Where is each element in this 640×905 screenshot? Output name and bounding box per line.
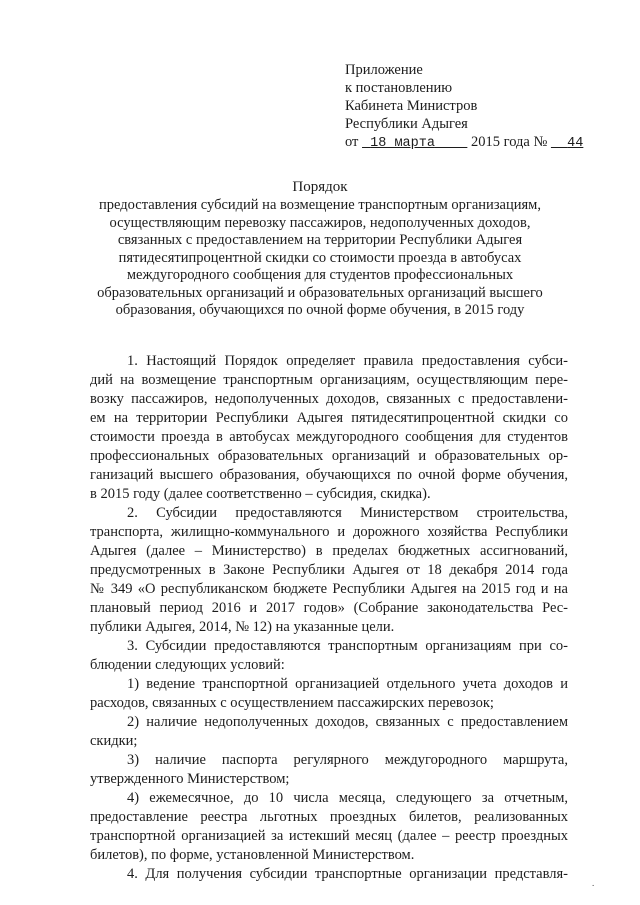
appendix-line: к постановлению [345,80,453,96]
appendix-line: Республики Адыгея [345,116,468,132]
body-line: 2) наличие недополученных доходов, связанных с предоставлением [127,714,568,730]
body-line: в 2015 году (далее соответственно – субсидия, скидка). [90,486,431,502]
decree-number: 44 [567,136,584,151]
body-line: профессиональных образовательных организаций и образовательных ор- [90,448,568,464]
body-line: утвержденного Министерством; [90,771,290,787]
body-line: транспорта, жилищно-коммунального и дорожного хозяйства Республики [90,524,568,540]
subtitle-line: пятидесятипроцентной скидки со стоимости проезда в автобусах [118,249,522,266]
body-line: № 349 «О республиканском бюджете Республики Адыгея на 2015 год и на [90,581,568,597]
body-line: 1. Настоящий Порядок определяет правила предоставления субси- [127,353,568,369]
document-title: Порядок [292,179,348,195]
body-line: 2. Субсидии предоставляются Министерством строительства, [127,505,568,521]
date-value: 18 марта [370,136,435,151]
body-line: 4) ежемесячное, до 10 числа месяца, следующего за отчетным, [127,790,568,806]
body-line: 1) ведение транспортной организацией отдельного учета доходов и [127,676,568,692]
date-prefix: от [345,134,359,150]
subtitle-line: образования, обучающихся по очной форме обучения, в 2015 году [115,302,525,318]
body-line: возку пассажиров, недополученных доходов, связанных с предоставлени- [90,391,568,407]
subtitle-line: междугородного сообщения для студентов профессиональных [126,267,514,283]
subtitle-line: осуществляющим перевозку пассажиров, недополученных доходов, [109,214,531,231]
body-line: расходов, связанных с осуществлением пассажирских перевозок; [90,695,494,711]
body-line: публики Адыгея, 2014, № 12) на указанные цели. [90,619,395,635]
appendix-line: Приложение [345,62,423,78]
body-line: 3) наличие паспорта регулярного междугородного маршрута, [127,752,568,768]
year-text: 2015 года № [470,134,548,150]
body-line: ганизаций высшего образования, обучающихся по очной форме обучения, [90,467,568,483]
body-line: предоставление реестра льготных проездных билетов, реализованных [90,809,568,825]
body-line: стоимости проезда в автобусах междугородного сообщения для студентов [90,429,568,445]
body-line: блюдении следующих условий: [90,657,285,673]
body-line: 3. Субсидии предоставляются транспортным организациям при со- [127,638,568,654]
body-line: Адыгея (далее – Министерство) в пределах бюджетных ассигнований, [90,543,568,559]
subtitle-line: предоставления субсидий на возмещение транспортным организациям, [99,197,541,213]
body-line: дий на возмещение транспортным организациям, осуществляющим пере- [90,372,568,388]
body-line: транспортной организацией за истекший месяц (далее – реестр проездных [90,828,568,844]
body-line: ем на территории Республики Адыгея пятидесятипроцентной скидки со [90,410,568,426]
appendix-line: Кабинета Министров [345,98,478,114]
body-line: предусмотренных в Законе Республики Адыгея от 18 декабря 2014 года [90,562,568,578]
corner-mark: . [592,878,595,888]
body-line: скидки; [90,733,138,749]
subtitle-line: связанных с предоставлением на территории Республики Адыгея [117,232,523,248]
subtitle-line: образовательных организаций и образовательных организаций высшего [97,284,543,301]
body-line: плановый период 2016 и 2017 годов» (Собрание законодательства Рес- [90,600,568,616]
body-line: билетов), по форме, установленной Министерством. [90,847,415,863]
body-line: 4. Для получения субсидии транспортные организации представля- [127,866,568,882]
